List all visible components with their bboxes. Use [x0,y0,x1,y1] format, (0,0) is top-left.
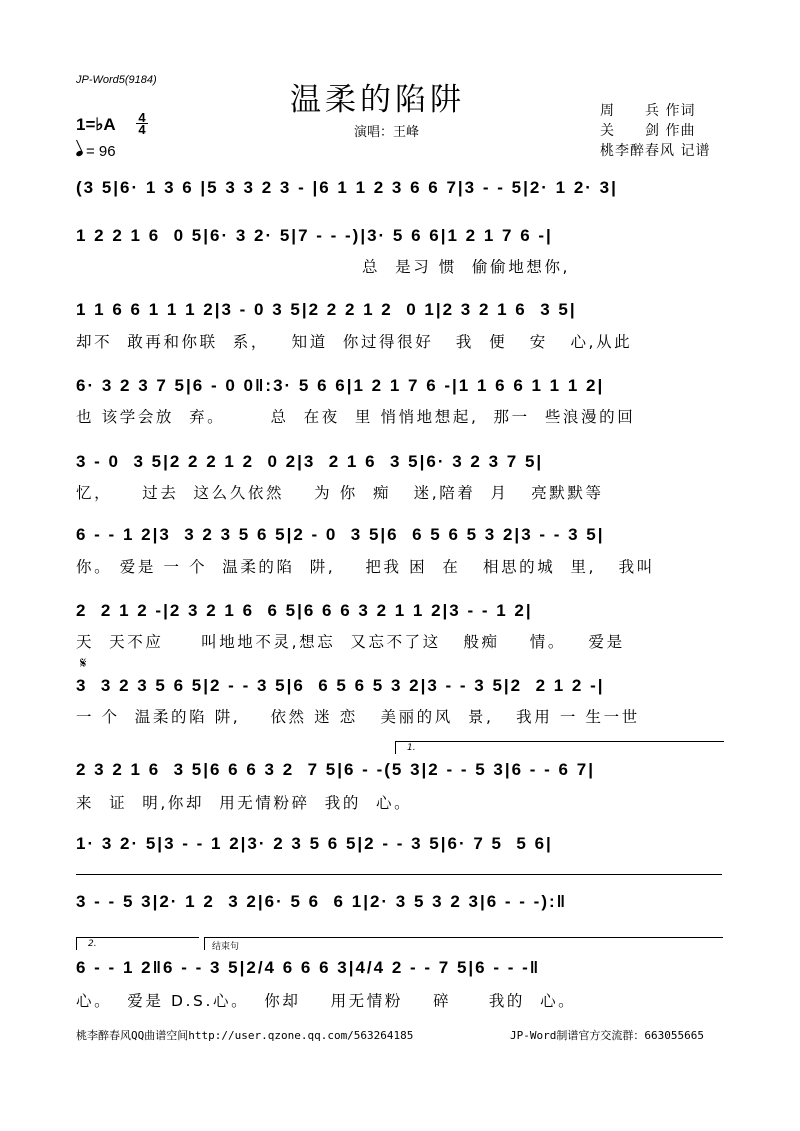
singer-label: 演唱：王峰 [354,125,420,140]
notation-row-5: 3 - 0 3 5|2 2 2 1 2 0 2|3 2 1 6 3 5|6· 3 2 3 7 5| [76,452,544,471]
notation-row-8: 3 3 2 3 5 6 5|2 - - 3 5|6 6 5 6 5 3 2|3 - - 3 5|2 2 1 2 -| [76,676,605,695]
lyrics-row-9: 来 证 明,你却 用无情粉碎 我的 心。 [76,794,413,812]
volta-1-bracket [395,741,724,754]
lyrics-row-4: 也 该学会放 弃。 总 在夜 里 悄悄地想起, 那一 些浪漫的回 [76,408,636,426]
notation-row-9: 2 3 2 1 6 3 5|6 6 6 3 2 7 5|6 - -(5 3|2 - - 5 3|6 - - 6 7| [76,760,595,779]
transcriber-credit: 桃李醉春风 记谱 [600,143,711,159]
lyrics-row-6: 你。 爱是 一 个 温柔的陷 阱, 把我 困 在 相思的城 里, 我叫 [76,558,655,576]
footer-website: 桃李醉春风QQ曲谱空间http://user.qzone.qq.com/563264185 [76,1029,414,1042]
lyrics-row-12: 心。 爱是 D.S.心。 你却 用无情粉 碎 我的 心。 [76,992,577,1010]
tempo-value: = 96 [86,143,116,160]
notation-row-12: 6 - - 1 2‖6 - - 3 5|2/4 6 6 6 3|4/4 2 - - 7 5|6 - - -‖ [76,958,541,977]
volta-1-label: 1. [407,743,416,753]
time-signature [136,112,148,135]
key-signature: 1=♭A [76,115,116,134]
volta-2-label: 2. [88,939,97,949]
lyrics-row-8: 一 个 温柔的陷 阱, 依然 迷 恋 美丽的风 景, 我用 一 生一世 [76,708,640,726]
footer-group: JP-Word制谱官方交流群：663055665 [510,1029,704,1042]
notation-row-4: 6· 3 2 3 7 5|6 - 0 0‖:3· 5 6 6|1 2 1 7 6 -|1 1 6 6 1 1 1 2| [76,376,605,395]
coda-bracket [204,937,723,950]
song-title: 温柔的陷阱 [290,82,465,118]
notation-row-3: 1 1 6 6 1 1 1 2|3 - 0 3 5|2 2 2 1 2 0 1|2 3 2 1 6 3 5| [76,300,577,319]
notation-row-11: 3 - - 5 3|2· 1 2 3 2|6· 5 6 6 1|2· 3 5 3 2 3|6 - - -):‖ [76,892,568,911]
time-signature-bottom: 4 [138,122,146,137]
lyrics-row-7: 天 天不应 叫地地不灵,想忘 又忘不了这 般痴 情。 爱是 [76,633,625,651]
coda-label: 结束句 [212,942,240,952]
lyrics-row-2: 总 是习 惯 偷偷地想你, [76,258,571,276]
segno-sign: 𝄋 [80,654,87,672]
notation-row-7: 2 2 1 2 -|2 3 2 1 6 6 5|6 6 6 3 2 1 1 2|3 - - 1 2| [76,601,533,620]
quarter-note-icon [75,150,83,157]
tempo-marking [76,143,116,160]
lyricist-credit: 周 兵 作词 [600,103,696,119]
lyrics-row-5: 忆， 过去 这么久依然 为 你 痴 迷,陪着 月 亮默默等 [76,484,604,502]
notation-row-1: (3 5|6· 1 3 6 |5 3 3 2 3 - |6 1 1 2 3 6 6 7|3 - - 5|2· 1 2· 3| [76,178,618,197]
time-signature-top: 4 [138,110,146,125]
notation-row-6: 6 - - 1 2|3 3 2 3 5 6 5|2 - 0 3 5|6 6 5 6 5 3 2|3 - - 3 5| [76,525,605,544]
notation-row-2: 1 2 2 1 6 0 5|6· 3 2· 5|7 - - -)|3· 5 6 6|1 2 1 7 6 -| [76,226,553,245]
composer-credit: 关 剑 作曲 [600,123,696,139]
repeat-bracket [76,874,722,887]
lyrics-row-3: 却不 敢再和你联 系， 知道 你过得很好 我 便 安 心,从此 [76,333,633,351]
software-label: JP-Word5(9184) [76,74,157,86]
notation-row-10: 1· 3 2· 5|3 - - 1 2|3· 2 3 5 6 5|2 - - 3 5|6· 7 5 5 6| [76,834,553,853]
